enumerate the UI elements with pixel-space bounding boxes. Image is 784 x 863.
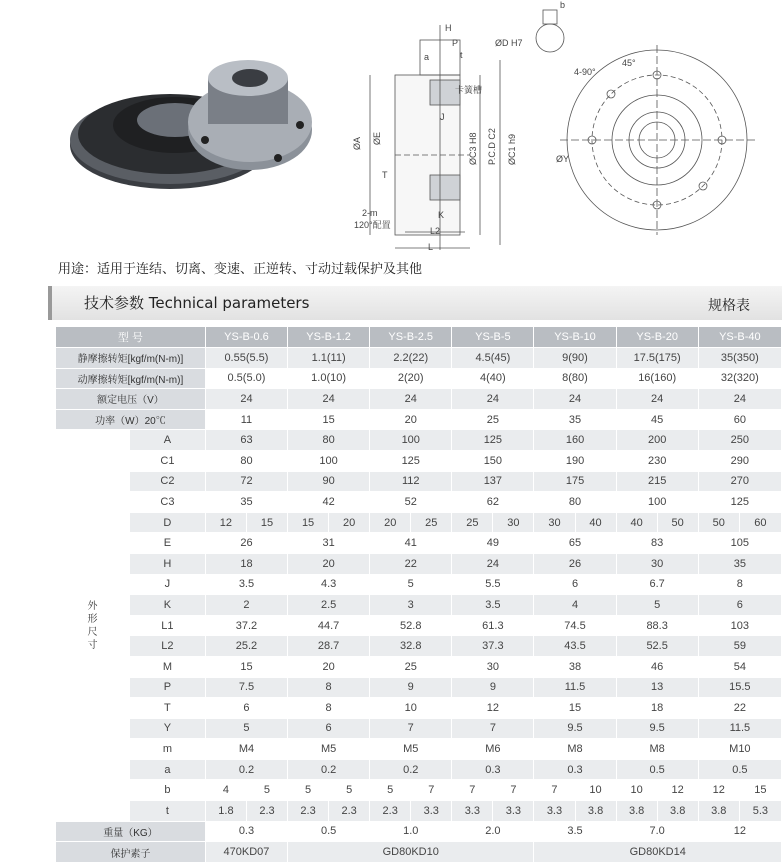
cell: 10	[616, 780, 657, 801]
row-label: 额定电压（V）	[56, 389, 206, 410]
table-row	[56, 739, 782, 760]
cell: 11.5	[534, 677, 616, 698]
dim-label: C2	[129, 471, 205, 492]
cell: 44.7	[288, 615, 370, 636]
table-row	[56, 615, 782, 636]
dim-label: m	[129, 739, 205, 760]
dim-label: b	[129, 780, 205, 801]
cell: 0.5(5.0)	[205, 368, 287, 389]
cell: 4	[205, 780, 246, 801]
label-t: t	[460, 50, 463, 60]
cell: 15	[534, 698, 616, 719]
cell: 15	[246, 512, 287, 533]
table-row	[56, 327, 782, 348]
cell: 200	[616, 430, 698, 451]
label-4-90: 4-90°	[574, 67, 596, 77]
label-A: ØA	[352, 136, 362, 150]
product-figure	[0, 0, 784, 255]
model-name-0: YS-B-0.6	[205, 327, 287, 348]
cell: 2.0	[452, 821, 534, 842]
cell: 8(80)	[534, 368, 616, 389]
cell: 103	[698, 615, 781, 636]
cell: 24	[616, 389, 698, 410]
cell: 9.5	[616, 718, 698, 739]
cell: 49	[452, 533, 534, 554]
cell: 16(160)	[616, 368, 698, 389]
cell: 270	[698, 471, 781, 492]
cell: 37.3	[452, 636, 534, 657]
table-row	[56, 574, 782, 595]
cell: 52.5	[616, 636, 698, 657]
label-P: P	[452, 38, 459, 48]
cell: 7.0	[616, 821, 698, 842]
cell: 1.0	[370, 821, 452, 842]
cell: 125	[452, 430, 534, 451]
dim-label: A	[129, 430, 205, 451]
cell: 250	[698, 430, 781, 451]
cell: 0.2	[288, 759, 370, 780]
cell: 83	[616, 533, 698, 554]
row-label: 静摩擦转矩[kgf/m(N-m)]	[56, 348, 206, 369]
cell: 15	[288, 409, 370, 430]
cell: 112	[370, 471, 452, 492]
cell: 18	[616, 698, 698, 719]
label-Y: ØY	[556, 154, 570, 164]
label-K: K	[438, 210, 445, 220]
cell: 3.5	[534, 821, 616, 842]
cell: 105	[698, 533, 781, 554]
protector-label: 保护素子	[56, 842, 206, 863]
label-a: a	[424, 52, 430, 62]
cell: 45	[616, 409, 698, 430]
cell: 7	[534, 780, 575, 801]
cell: 25	[370, 656, 452, 677]
table-row	[56, 595, 782, 616]
cell: 26	[534, 553, 616, 574]
cell: 4.5(45)	[452, 348, 534, 369]
cell: 60	[739, 512, 781, 533]
cell: 125	[698, 492, 781, 513]
cell: M10	[698, 739, 781, 760]
protector-2: GD80KD10	[288, 842, 534, 863]
cell: 3.3	[534, 801, 575, 822]
cell: 15.5	[698, 677, 781, 698]
dim-label: H	[129, 553, 205, 574]
dim-label: D	[129, 512, 205, 533]
section-spec-label: 规格表	[708, 298, 750, 314]
label-H: H	[445, 23, 452, 33]
cell: 62	[452, 492, 534, 513]
cell: 0.5	[616, 759, 698, 780]
cell: 0.3	[452, 759, 534, 780]
cell: 31	[288, 533, 370, 554]
cell: 24	[288, 389, 370, 410]
cell: 12	[452, 698, 534, 719]
table-row	[56, 553, 782, 574]
cell: 175	[534, 471, 616, 492]
parameter-table	[55, 326, 782, 863]
cell: 18	[205, 553, 287, 574]
section-title: 技术参数 Technical parameters	[84, 294, 310, 312]
cell: 1.8	[205, 801, 246, 822]
cell: M8	[616, 739, 698, 760]
cell: 59	[698, 636, 781, 657]
label-D: ØD H7	[495, 38, 523, 48]
dim-label: L1	[129, 615, 205, 636]
cell: 11.5	[698, 718, 781, 739]
model-name-6: YS-B-40	[698, 327, 781, 348]
cell: 9	[370, 677, 452, 698]
cell: 40	[575, 512, 616, 533]
cell: 52	[370, 492, 452, 513]
cell: 20	[370, 512, 411, 533]
cell: 5	[329, 780, 370, 801]
cell: 88.3	[616, 615, 698, 636]
cell: 5	[616, 595, 698, 616]
cell: 20	[288, 553, 370, 574]
cell: 137	[452, 471, 534, 492]
cell: 3.5	[205, 574, 287, 595]
table-row	[56, 389, 782, 410]
cell: 7	[370, 718, 452, 739]
cell: 13	[616, 677, 698, 698]
table-row	[56, 636, 782, 657]
cell: 0.55(5.5)	[205, 348, 287, 369]
cell: 2.2(22)	[370, 348, 452, 369]
cell: 9(90)	[534, 348, 616, 369]
cell: 15	[739, 780, 781, 801]
cell: 5.5	[452, 574, 534, 595]
usage-text: 用途：适用于连结、切离、变速、正逆转、寸动过载保护及其他	[58, 262, 423, 277]
cell: 30	[493, 512, 534, 533]
label-groove: 卡簧槽	[455, 85, 483, 95]
table-row	[56, 450, 782, 471]
model-name-2: YS-B-2.5	[370, 327, 452, 348]
cell: 1.0(10)	[288, 368, 370, 389]
cell: 6	[288, 718, 370, 739]
table-row	[56, 821, 782, 842]
table-row	[56, 801, 782, 822]
cell: M6	[452, 739, 534, 760]
label-b: b	[560, 0, 566, 10]
cell: 12	[657, 780, 698, 801]
cell: 50	[657, 512, 698, 533]
cell: 150	[452, 450, 534, 471]
label-L: L	[428, 242, 434, 252]
cell: 100	[288, 450, 370, 471]
cell: 215	[616, 471, 698, 492]
cell: 60	[698, 409, 781, 430]
cell: 24	[370, 389, 452, 410]
cell: M8	[534, 739, 616, 760]
table-row	[56, 512, 782, 533]
label-T: T	[382, 170, 388, 180]
cell: 0.2	[370, 759, 452, 780]
dimension-group-label: 外 形 尺 寸	[56, 430, 130, 821]
cell: 0.3	[534, 759, 616, 780]
cell: 3.3	[411, 801, 452, 822]
cell: 0.2	[205, 759, 287, 780]
cell: 54	[698, 656, 781, 677]
cell: 32(320)	[698, 368, 781, 389]
cell: 38	[534, 656, 616, 677]
cell: 3.8	[616, 801, 657, 822]
dim-label: M	[129, 656, 205, 677]
cell: 3.3	[452, 801, 493, 822]
cell: 3.8	[698, 801, 739, 822]
cell: 10	[575, 780, 616, 801]
cell: 5	[370, 780, 411, 801]
cell: 190	[534, 450, 616, 471]
cell: 90	[288, 471, 370, 492]
cell: 80	[205, 450, 287, 471]
table-row	[56, 656, 782, 677]
cell: 65	[534, 533, 616, 554]
cell: 30	[452, 656, 534, 677]
cell: 80	[534, 492, 616, 513]
cell: 15	[205, 656, 287, 677]
cell: 41	[370, 533, 452, 554]
row-label: 功率（W）20℃	[56, 409, 206, 430]
section-drawing	[370, 10, 564, 250]
cell: 9	[452, 677, 534, 698]
cell: 5	[288, 780, 329, 801]
cell: 61.3	[452, 615, 534, 636]
dim-label: J	[129, 574, 205, 595]
table-row	[56, 718, 782, 739]
cell: 0.5	[698, 759, 781, 780]
cell: 37.2	[205, 615, 287, 636]
cell: 2.3	[370, 801, 411, 822]
cell: 0.5	[288, 821, 370, 842]
cell: 8	[288, 677, 370, 698]
cell: 290	[698, 450, 781, 471]
cell: 80	[288, 430, 370, 451]
label-E: ØE	[372, 131, 382, 145]
cell: 9.5	[534, 718, 616, 739]
cell: 4.3	[288, 574, 370, 595]
cell: 25.2	[205, 636, 287, 657]
cell: 7	[452, 718, 534, 739]
product-photo	[70, 60, 312, 189]
cell: 7	[452, 780, 493, 801]
cell: 2.3	[329, 801, 370, 822]
cell: 230	[616, 450, 698, 471]
cell: 12	[698, 821, 781, 842]
cell: 24	[205, 389, 287, 410]
cell: 25	[452, 512, 493, 533]
cell: 7	[493, 780, 534, 801]
cell: 35(350)	[698, 348, 781, 369]
cell: 72	[205, 471, 287, 492]
cell: 3.5	[452, 595, 534, 616]
dim-label: K	[129, 595, 205, 616]
table-row	[56, 430, 782, 451]
dim-label: C1	[129, 450, 205, 471]
table-row	[56, 348, 782, 369]
row-label: 动摩擦转矩[kgf/m(N-m)]	[56, 368, 206, 389]
table-row	[56, 533, 782, 554]
cell: 8	[698, 574, 781, 595]
cell: 30	[616, 553, 698, 574]
table-row	[56, 677, 782, 698]
cell: 2	[205, 595, 287, 616]
cell: 50	[698, 512, 739, 533]
table-row	[56, 842, 782, 863]
cell: 0.3	[205, 821, 287, 842]
weight-label: 重量（KG）	[56, 821, 206, 842]
cell: 63	[205, 430, 287, 451]
cell: 52.8	[370, 615, 452, 636]
table-row	[56, 698, 782, 719]
cell: 3	[370, 595, 452, 616]
cell: 2.5	[288, 595, 370, 616]
cell: 20	[329, 512, 370, 533]
cell: 17.5(175)	[616, 348, 698, 369]
cell: 42	[288, 492, 370, 513]
cell: 5	[370, 574, 452, 595]
cell: 35	[205, 492, 287, 513]
cell: 3.8	[657, 801, 698, 822]
label-120: 120°配置	[354, 220, 391, 230]
cell: 25	[452, 409, 534, 430]
cell: 5	[205, 718, 287, 739]
cell: 1.1(11)	[288, 348, 370, 369]
cell: 28.7	[288, 636, 370, 657]
cell: 6.7	[616, 574, 698, 595]
model-name-1: YS-B-1.2	[288, 327, 370, 348]
cell: 24	[698, 389, 781, 410]
cell: 4(40)	[452, 368, 534, 389]
cell: 6	[205, 698, 287, 719]
cell: 160	[534, 430, 616, 451]
label-C1: ØC1 h9	[507, 133, 517, 165]
label-J: J	[440, 112, 445, 122]
cell: 125	[370, 450, 452, 471]
cell: 8	[288, 698, 370, 719]
cell: 3.3	[493, 801, 534, 822]
cell: M5	[288, 739, 370, 760]
cell: 2.3	[246, 801, 287, 822]
cell: 22	[698, 698, 781, 719]
cell: 6	[534, 574, 616, 595]
dim-label: a	[129, 759, 205, 780]
model-header: 型 号	[56, 327, 206, 348]
model-name-4: YS-B-10	[534, 327, 616, 348]
table-row	[56, 759, 782, 780]
cell: 2(20)	[370, 368, 452, 389]
label-C2: P.C.D C2	[487, 128, 497, 165]
cell: 22	[370, 553, 452, 574]
model-name-3: YS-B-5	[452, 327, 534, 348]
cell: 5.3	[739, 801, 781, 822]
cell: 40	[616, 512, 657, 533]
cell: 7.5	[205, 677, 287, 698]
cell: 25	[411, 512, 452, 533]
cell: 20	[370, 409, 452, 430]
cell: 24	[534, 389, 616, 410]
table-row	[56, 780, 782, 801]
cell: 74.5	[534, 615, 616, 636]
cell: 43.5	[534, 636, 616, 657]
cell: 35	[534, 409, 616, 430]
dim-label: E	[129, 533, 205, 554]
cell: 5	[246, 780, 287, 801]
dim-label: L2	[129, 636, 205, 657]
table-row	[56, 471, 782, 492]
cell: M4	[205, 739, 287, 760]
cell: 24	[452, 389, 534, 410]
cell: 100	[370, 430, 452, 451]
label-L2: L2	[430, 226, 441, 236]
dim-label: P	[129, 677, 205, 698]
cell: 2.3	[288, 801, 329, 822]
cell: 20	[288, 656, 370, 677]
cell: 12	[205, 512, 246, 533]
cell: 35	[698, 553, 781, 574]
label-2m: 2-m	[362, 208, 378, 218]
cell: 32.8	[370, 636, 452, 657]
cell: M5	[370, 739, 452, 760]
cell: 12	[698, 780, 739, 801]
protector-3: GD80KD14	[534, 842, 782, 863]
protector-1: 470KD07	[205, 842, 287, 863]
cell: 26	[205, 533, 287, 554]
cell: 11	[205, 409, 287, 430]
cell: 10	[370, 698, 452, 719]
table-row	[56, 409, 782, 430]
cell: 4	[534, 595, 616, 616]
dim-label: t	[129, 801, 205, 822]
table-row	[56, 492, 782, 513]
dim-label: C3	[129, 492, 205, 513]
cell: 24	[452, 553, 534, 574]
model-name-5: YS-B-20	[616, 327, 698, 348]
cell: 15	[288, 512, 329, 533]
cell: 3.8	[575, 801, 616, 822]
dim-label: Y	[129, 718, 205, 739]
dim-label: T	[129, 698, 205, 719]
label-C3: ØC3 H8	[468, 132, 478, 165]
cell: 6	[698, 595, 781, 616]
label-45: 45°	[622, 58, 636, 68]
table-row	[56, 368, 782, 389]
cell: 7	[411, 780, 452, 801]
cell: 46	[616, 656, 698, 677]
cell: 30	[534, 512, 575, 533]
cell: 100	[616, 492, 698, 513]
